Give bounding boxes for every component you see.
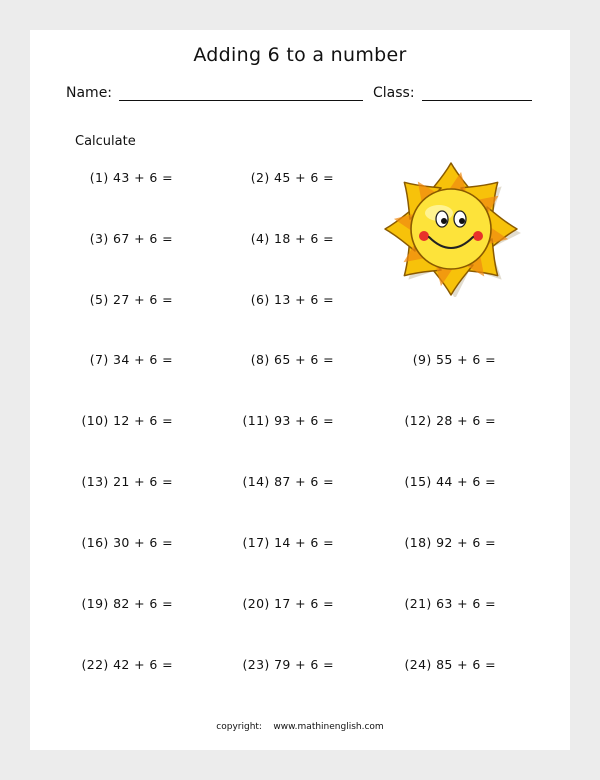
problem-2: (2) 45 + 6 = — [250, 170, 334, 185]
footer — [30, 722, 570, 732]
smiling-sun-icon — [380, 162, 522, 297]
problem-18: (18) 92 + 6 = — [404, 535, 496, 550]
name-label: Name: — [66, 85, 113, 101]
problem-7: (7) 34 + 6 = — [89, 352, 173, 367]
problem-8: (8) 65 + 6 = — [250, 352, 334, 367]
class-field-row — [373, 85, 415, 101]
copyright-label: copyright: — [216, 722, 262, 732]
problem-20: (20) 17 + 6 = — [242, 596, 334, 611]
class-label: Class: — [373, 85, 415, 101]
instruction-text: Calculate — [75, 134, 136, 149]
problem-9: (9) 55 + 6 = — [412, 352, 496, 367]
problem-3: (3) 67 + 6 = — [89, 231, 173, 246]
name-field-row — [66, 85, 112, 101]
problem-6: (6) 13 + 6 = — [250, 292, 334, 307]
problem-19: (19) 82 + 6 = — [81, 596, 173, 611]
problem-23: (23) 79 + 6 = — [242, 657, 334, 672]
problem-5: (5) 27 + 6 = — [89, 292, 173, 307]
problem-13: (13) 21 + 6 = — [81, 474, 173, 489]
problem-16: (16) 30 + 6 = — [81, 535, 173, 550]
class-blank-line[interactable] — [422, 100, 532, 101]
problem-15: (15) 44 + 6 = — [404, 474, 496, 489]
worksheet-title: Adding 6 to a number — [193, 44, 407, 66]
problem-10: (10) 12 + 6 = — [81, 413, 173, 428]
problem-21: (21) 63 + 6 = — [404, 596, 496, 611]
problem-12: (12) 28 + 6 = — [404, 413, 496, 428]
problem-14: (14) 87 + 6 = — [242, 474, 334, 489]
problem-17: (17) 14 + 6 = — [242, 535, 334, 550]
problem-24: (24) 85 + 6 = — [404, 657, 496, 672]
problem-1: (1) 43 + 6 = — [89, 170, 173, 185]
worksheet-page — [30, 30, 570, 750]
problem-22: (22) 42 + 6 = — [81, 657, 173, 672]
website-link[interactable]: www.mathinenglish.com — [273, 722, 384, 732]
problem-4: (4) 18 + 6 = — [250, 231, 334, 246]
name-blank-line[interactable] — [119, 100, 363, 101]
problem-11: (11) 93 + 6 = — [242, 413, 334, 428]
